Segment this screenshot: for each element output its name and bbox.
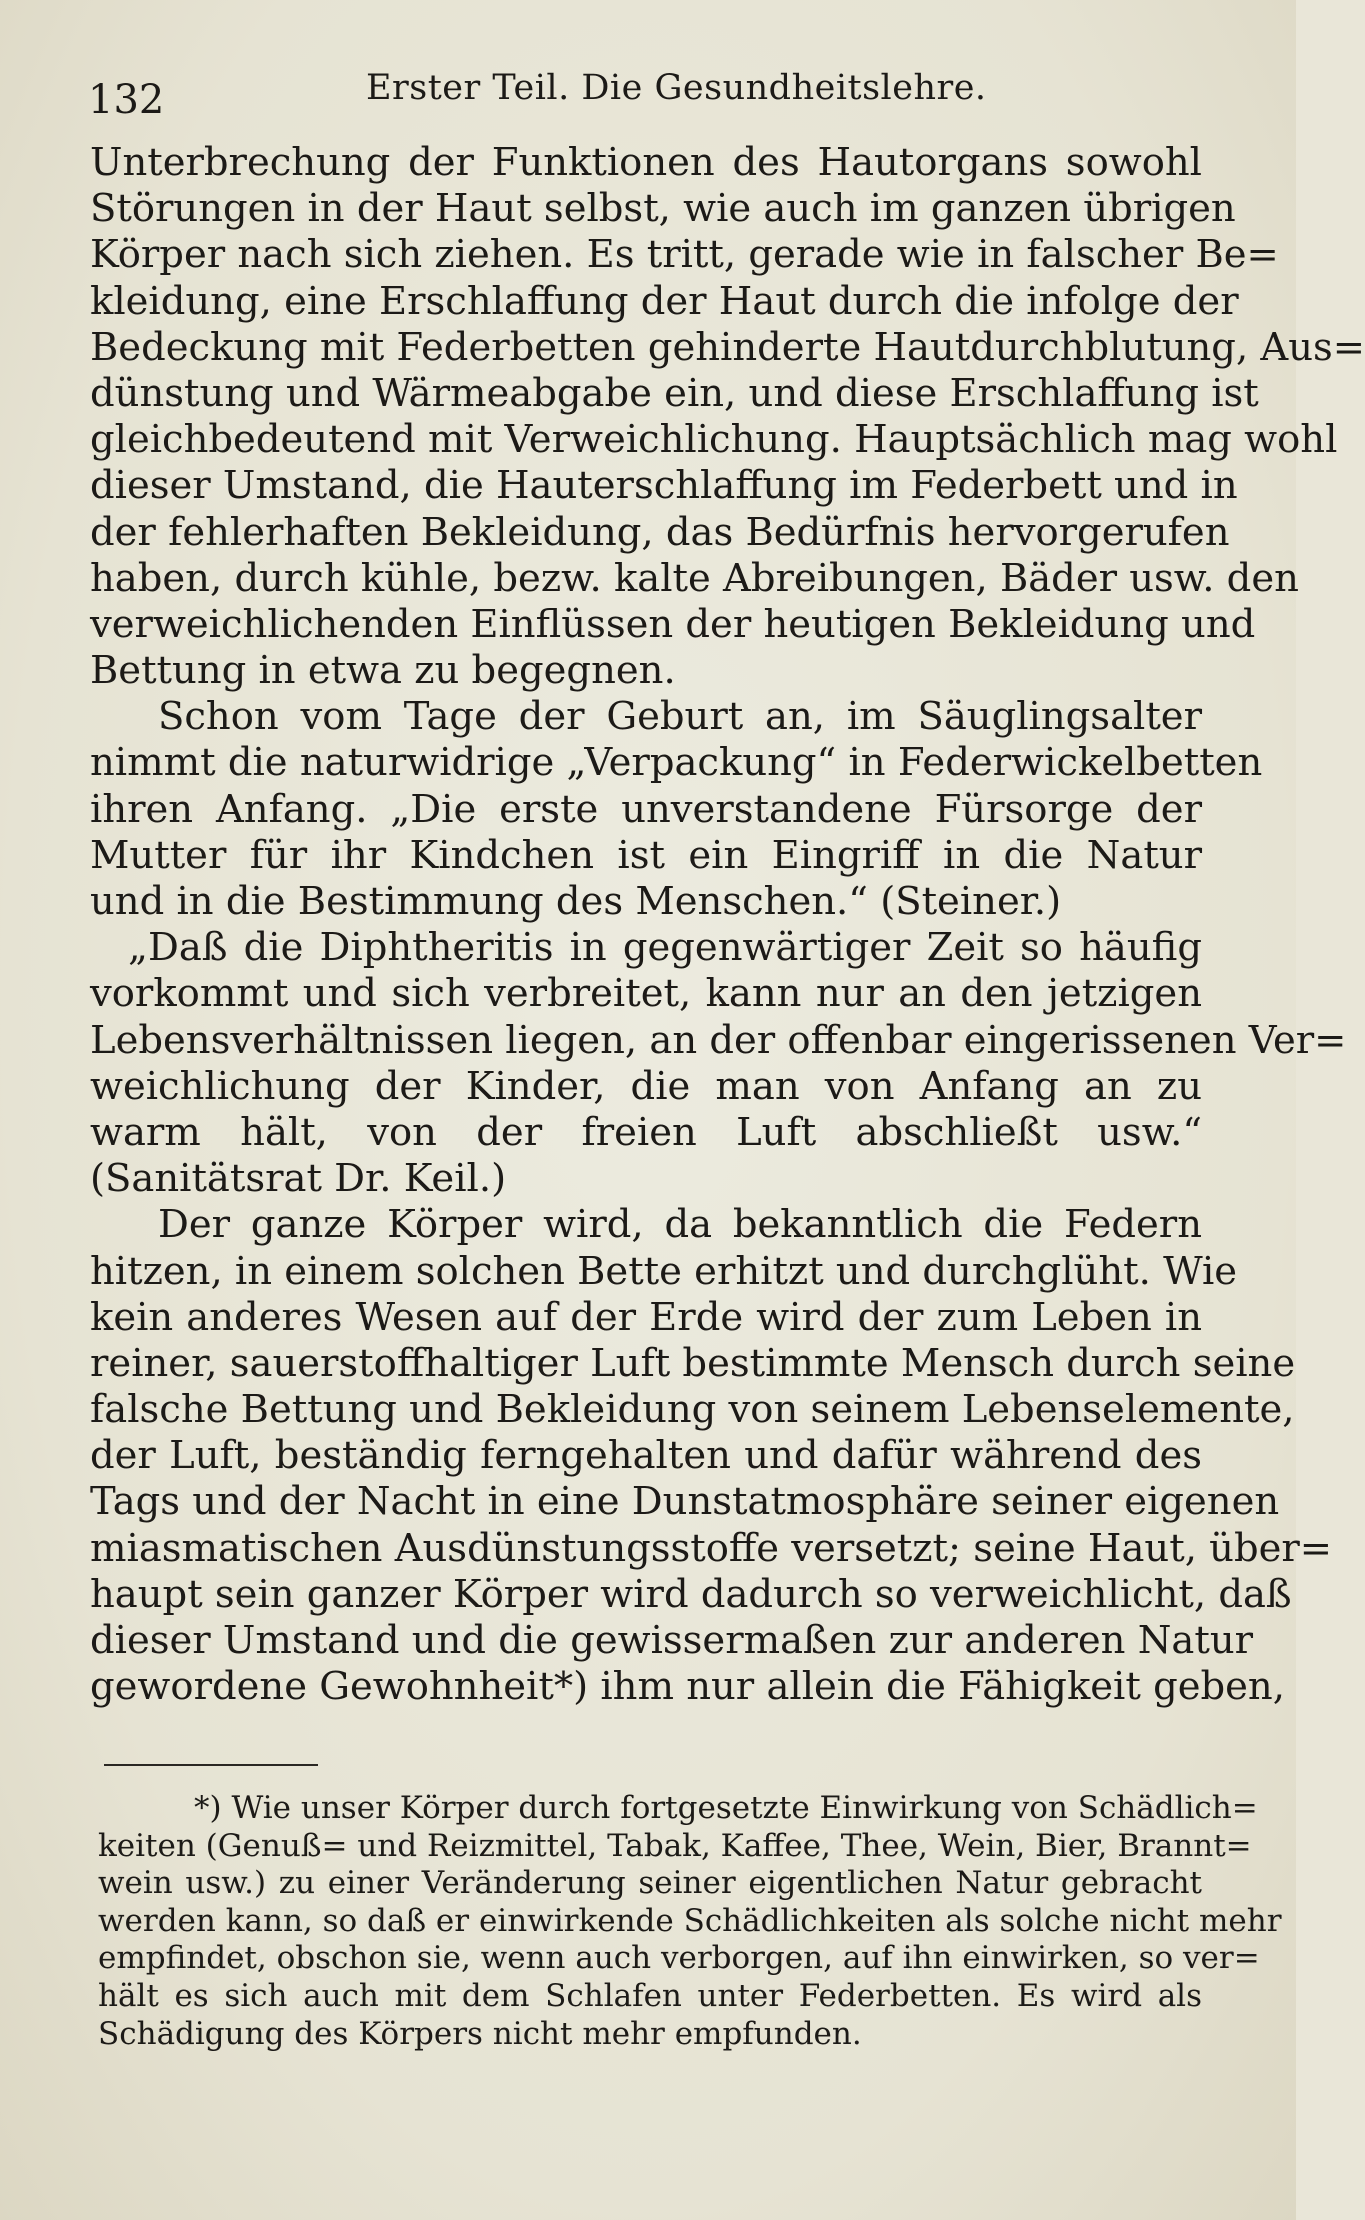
text-line: der fehlerhaften Bekleidung, das Bedürfnis hervorgerufen bbox=[90, 509, 1230, 555]
text-line: der Luft, beständig ferngehalten und dafür während des bbox=[90, 1433, 1202, 1479]
text-line: Störungen in der Haut selbst, wie auch im ganzen übrigen bbox=[90, 186, 1236, 232]
text-line: vorkommt und sich verbreitet, kann nur an den jetzigen bbox=[90, 971, 1202, 1017]
text-line: Unterbrechung der Funktionen des Hautorgans sowohl bbox=[90, 140, 1202, 185]
text-line: Körper nach sich ziehen. Es tritt, gerade wie in falscher Be= bbox=[90, 232, 1279, 278]
text-line: gewordene Gewohnheit*) ihm nur allein die Fähigkeit geben, bbox=[90, 1664, 1285, 1710]
text-line: Lebensverhältnissen liegen, an der offenbar eingerissenen Ver= bbox=[90, 1017, 1347, 1063]
text-line: miasmatischen Ausdünstungsstoffe versetzt; seine Haut, über= bbox=[90, 1525, 1333, 1571]
text-line: falsche Bettung und Bekleidung von seinem Lebenselemente, bbox=[90, 1387, 1295, 1433]
footnote bbox=[98, 1790, 1282, 2053]
text-line: warm hält, von der freien Luft abschließt usw.“ bbox=[90, 1109, 1202, 1155]
text-line: dieser Umstand, die Hauterschlaffung im Federbett und in bbox=[90, 463, 1238, 509]
text-line: dieser Umstand und die gewissermaßen zur anderen Natur bbox=[90, 1618, 1254, 1663]
text-line: Schon vom Tage der Geburt an, im Säuglingsalter bbox=[158, 694, 1202, 740]
text-line: „Daß die Diphtheritis in gegenwärtiger Zeit so häufig bbox=[128, 925, 1202, 971]
text-line: reiner, sauerstoffhaltiger Luft bestimmte Mensch durch seine bbox=[90, 1340, 1296, 1386]
text-line: Der ganze Körper wird, da bekanntlich die Federn bbox=[158, 1202, 1202, 1248]
text-line: Bedeckung mit Federbetten gehinderte Hautdurchblutung, Aus= bbox=[90, 324, 1365, 370]
footnote-line: keiten (Genuß= und Reizmittel, Tabak, Kaffee, Thee, Wein, Bier, Brannt= bbox=[98, 1827, 1252, 1864]
text-line: haben, durch kühle, bezw. kalte Abreibungen, Bäder usw. den bbox=[90, 555, 1299, 601]
text-line: gleichbedeutend mit Verweichlichung. Hauptsächlich mag wohl bbox=[90, 417, 1338, 463]
footnote-line: werden kann, so daß er einwirkende Schädlichkeiten als solche nicht mehr bbox=[98, 1902, 1282, 1939]
footnote-line: Schädigung des Körpers nicht mehr empfunden. bbox=[98, 2015, 862, 2052]
page-number: 132 bbox=[88, 77, 165, 123]
text-line: verweichlichenden Einflüssen der heutigen Bekleidung und bbox=[90, 601, 1256, 647]
footnote-divider bbox=[104, 1764, 318, 1766]
footnote-line: empfindet, obschon sie, wenn auch verborgen, auf ihn einwirken, so ver= bbox=[98, 1940, 1260, 1977]
text-line: dünstung und Wärmeabgabe ein, und diese Erschlaffung ist bbox=[90, 370, 1259, 416]
footnote-line: *) Wie unser Körper durch fortgesetzte Einwirkung von Schädlich= bbox=[194, 1790, 1258, 1826]
running-head: Erster Teil. Die Gesundheitslehre. bbox=[366, 68, 987, 108]
text-line: kleidung, eine Erschlaffung der Haut durch die infolge der bbox=[90, 278, 1239, 324]
text-line: nimmt die naturwidrige „Verpackung“ in Federwickelbetten bbox=[90, 740, 1263, 786]
text-line: hitzen, in einem solchen Bette erhitzt und durchglüht. Wie bbox=[90, 1248, 1238, 1294]
body-text bbox=[90, 140, 1365, 1710]
text-line: haupt sein ganzer Körper wird dadurch so verweichlicht, daß bbox=[90, 1571, 1292, 1617]
text-line: kein anderes Wesen auf der Erde wird der zum Leben in bbox=[90, 1294, 1202, 1340]
footnote-line: hält es sich auch mit dem Schlafen unter Federbetten. Es wird als bbox=[98, 1977, 1202, 2014]
text-line: ihren Anfang. „Die erste unverstandene Fürsorge der bbox=[90, 786, 1202, 832]
text-line: Mutter für ihr Kindchen ist ein Eingriff in die Natur bbox=[90, 832, 1202, 878]
text-line: Bettung in etwa zu begegnen. bbox=[90, 648, 676, 694]
text-line: und in die Bestimmung des Menschen.“ (Steiner.) bbox=[90, 879, 1062, 924]
footnote-line: wein usw.) zu einer Veränderung seiner eigentlichen Natur gebracht bbox=[98, 1865, 1202, 1902]
page-header bbox=[88, 58, 1210, 123]
text-line: weichlichung der Kinder, die man von Anfang an zu bbox=[90, 1063, 1202, 1109]
text-line: Tags und der Nacht in eine Dunstatmosphäre seiner eigenen bbox=[90, 1479, 1280, 1525]
text-line: (Sanitätsrat Dr. Keil.) bbox=[90, 1156, 507, 1202]
